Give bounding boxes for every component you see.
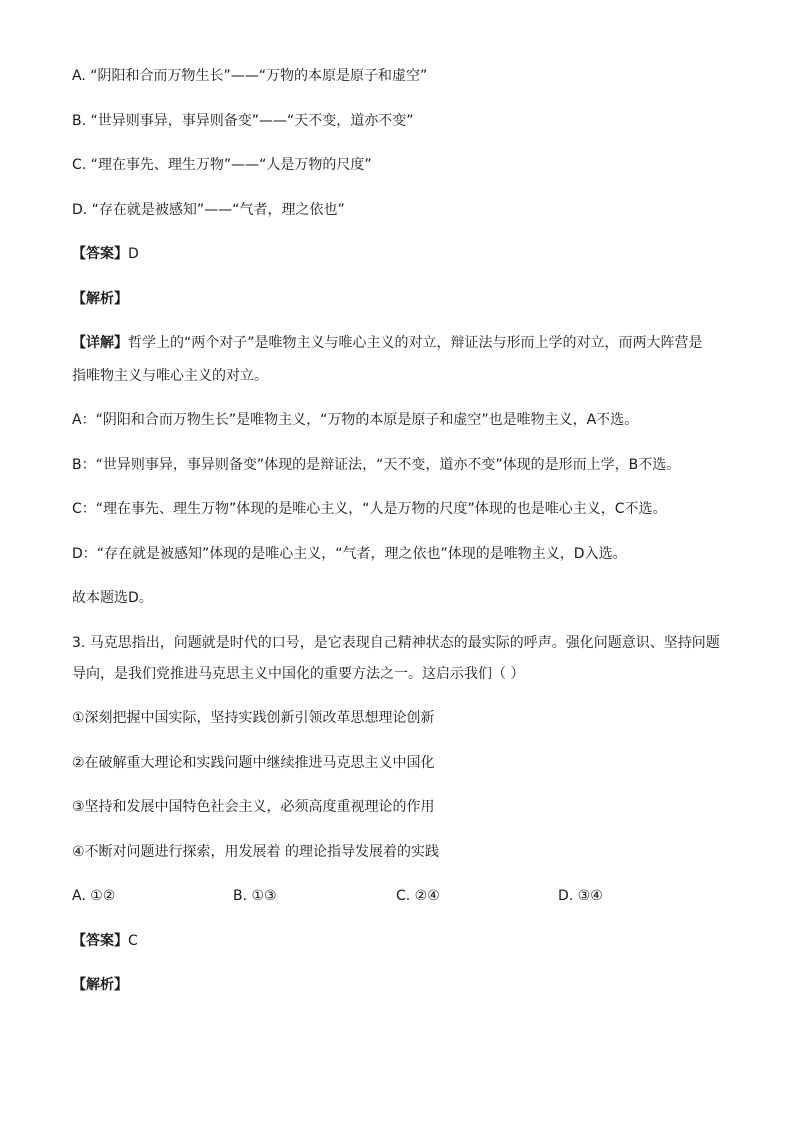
q2-detail-c: C：“理在事先、理生万物”体现的是唯心主义，“人是万物的尺度”体现的也是唯心主义，C不选。	[72, 501, 667, 517]
answer-value: C	[128, 933, 138, 949]
q3-option-a: A. ①②	[72, 888, 116, 904]
q3-option-d: D. ③④	[558, 888, 603, 904]
q3-statement-4: ④不断对问题进行探索，用发展着 的理论指导发展着的实践	[72, 844, 439, 860]
detail-text-1: 哲学上的“两个对子”是唯物主义与唯心主义的对立，辩证法与形而上学的对立，而两大阵营是	[128, 335, 703, 351]
q3-analysis-label: 【解析】	[72, 977, 128, 993]
detail-label: 【详解】	[72, 335, 128, 351]
q2-detail-line1	[72, 333, 703, 353]
q3-option-c: C. ②④	[396, 888, 440, 904]
q3-option-b: B. ①③	[233, 888, 277, 904]
q3-statement-2: ②在破解重大理论和实践问题中继续推进马克思主义中国化	[72, 755, 435, 771]
q2-option-b: B. “世异则事异，事异则备变”——“天不变，道亦不变”	[72, 113, 414, 129]
q2-option-c: C. “理在事先、理生万物”——“人是万物的尺度”	[72, 157, 372, 173]
q2-detail-b: B：“世异则事异，事异则备变”体现的是辩证法，“天不变，道亦不变”体现的是形而上学，B不选。	[72, 457, 681, 473]
q2-conclusion: 故本题选D。	[72, 590, 153, 606]
answer-label: 【答案】	[72, 246, 128, 262]
q2-analysis-label: 【解析】	[72, 291, 128, 307]
q3-stem-line2: 导向，是我们党推进马克思主义中国化的重要方法之一。这启示我们（ ）	[72, 666, 525, 682]
q3-statement-3: ③坚持和发展中国特色社会主义，必须高度重视理论的作用	[72, 799, 435, 815]
q2-answer	[72, 244, 139, 264]
q3-answer	[72, 931, 138, 951]
q2-option-a: A. “阴阳和合而万物生长”——“万物的本原是原子和虚空”	[72, 68, 428, 84]
q3-stem-line1: 3. 马克思指出，问题就是时代的口号，是它表现自己精神状态的最实际的呼声。强化问题意识、坚持问题	[72, 635, 720, 651]
q2-detail-line2: 指唯物主义与唯心主义的对立。	[72, 368, 268, 384]
answer-label: 【答案】	[72, 933, 128, 949]
q3-statement-1: ①深刻把握中国实际，坚持实践创新引领改革思想理论创新	[72, 710, 435, 726]
q2-detail-a: A：“阴阳和合而万物生长”是唯物主义，“万物的本原是原子和虚空”也是唯物主义，A不选。	[72, 412, 639, 428]
answer-value: D	[128, 246, 139, 262]
q2-detail-d: D：“存在就是被感知”体现的是唯心主义，“气者，理之依也”体现的是唯物主义，D入选。	[72, 546, 627, 562]
q2-option-d: D. “存在就是被感知”——“气者，理之依也”	[72, 202, 345, 218]
